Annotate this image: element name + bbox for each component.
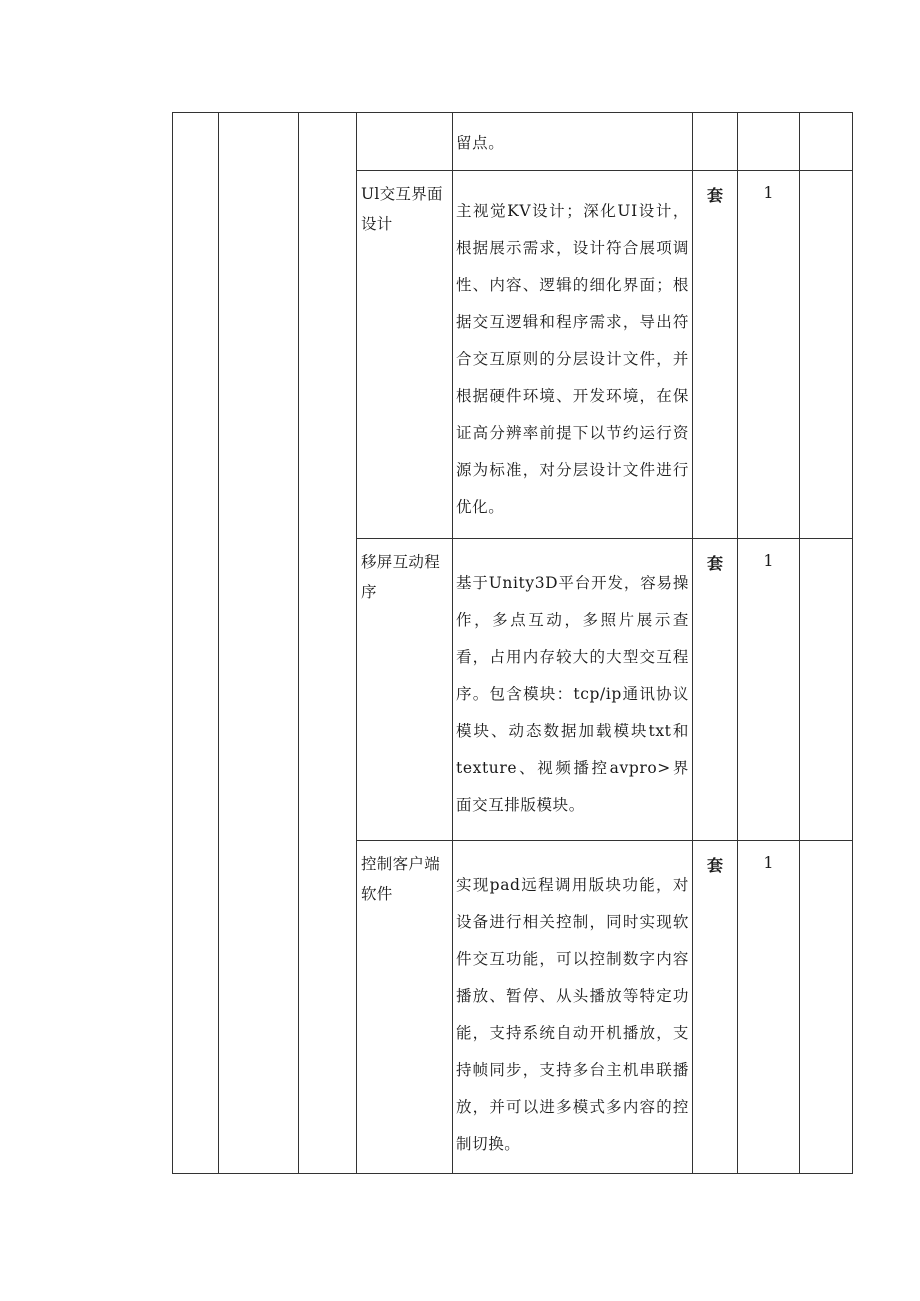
item-unit: [693, 113, 738, 171]
item-description: 基于Unity3D平台开发，容易操作，多点互动，多照片展示查看，占用内存较大的大型交互程序。包含模块：tcp/ip通讯协议模块、动态数据加载模块txt和texture、视频播控avpro>界面交互排版模块。: [453, 539, 693, 841]
item-quantity: 1: [738, 539, 800, 841]
item-description: 留点。: [453, 113, 693, 171]
table-row: [173, 113, 853, 171]
item-unit: 套: [693, 171, 738, 539]
item-unit: 套: [693, 841, 738, 1174]
item-description: 实现pad远程调用版块功能，对设备进行相关控制，同时实现软件交互功能，可以控制数字内容播放、暂停、从头播放等特定功能，支持系统自动开机播放，支持帧同步，支持多台主机串联播放，并可以进多模式多内容的控制切换。: [453, 841, 693, 1174]
item-quantity: 1: [738, 171, 800, 539]
item-description: 主视觉KV设计；深化UI设计，根据展示需求，设计符合展项调性、内容、逻辑的细化界面；根据交互逻辑和程序需求，导出符合交互原则的分层设计文件，并根据硬件环境、开发环境，在保证高分辨率前提下以节约运行资源为标准，对分层设计文件进行优化。: [453, 171, 693, 539]
item-quantity: [738, 113, 800, 171]
item-name: 控制客户端软件: [357, 841, 453, 1174]
merged-cell-3: [299, 113, 357, 1174]
item-unit: 套: [693, 539, 738, 841]
item-name: 移屏互动程序: [357, 539, 453, 841]
item-name: [357, 113, 453, 171]
spec-table: [172, 112, 853, 1174]
item-quantity: 1: [738, 841, 800, 1174]
merged-cell-1: [173, 113, 219, 1174]
empty-cell: [800, 841, 853, 1174]
empty-cell: [800, 539, 853, 841]
merged-cell-2: [219, 113, 299, 1174]
empty-cell: [800, 113, 853, 171]
empty-cell: [800, 171, 853, 539]
item-name: Ul交互界面设计: [357, 171, 453, 539]
